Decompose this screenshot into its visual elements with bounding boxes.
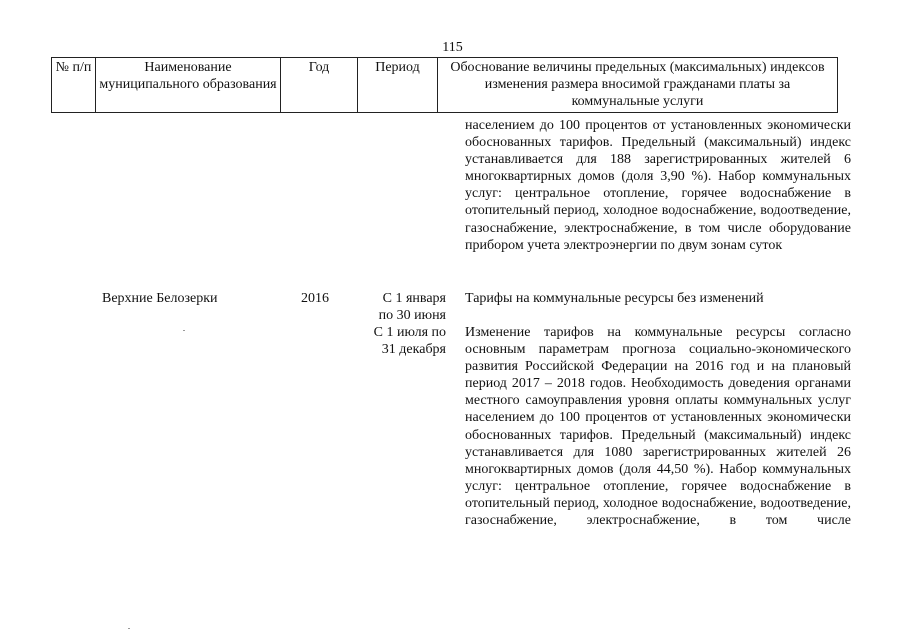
header-year: Год [281,58,358,113]
period-second-half-line1: С 1 июля по [373,325,446,340]
header-period: Период [358,58,438,113]
justification-second-half: Изменение тарифов на коммунальные ресурсы согласно основным параметрам прогноза социально-экономического развития Российской Федерации на 2016 год и на плановый период 2017 – 2018 годов. Необходимость доведения органами местного самоуправления уровня оплаты коммунальных услуг населением до 100 процентов от установленных экономически обоснованных тарифов. Предельный (максимальный) индекс устанавливается для 1080 зарегистрированных жителей 26 многоквартирных домов (доля 44,50 %). Набор коммунальных услуг: центральное отопление, горячее водоснабжение в отопительный период, холодное водоснабжение, водоотведение, газоснабжение, электроснабжение, в том числе [465,325,851,529]
period-first-half-line2: по 30 июня [378,308,446,323]
municipality-name: Верхние Белозерки [102,291,218,306]
justification-continuation: населением до 100 процентов от установленных экономически обоснованных тарифов. Предельный (максимальный) индекс устанавливается для 188 зарегистрированных жителей 6 многоквартирных домов (доля 3,90 %). Набор коммунальных услуг: центральное отопление, горячее водоснабжение в отопительный период, холодное водоснабжение, водоотведение, газоснабжение, электроснабжение, в том числе оборудование прибором учета электроэнергии по двум зонам суток [465,118,851,253]
page-number: 115 [442,40,463,55]
header-justification: Обоснование величины предельных (максимальных) индексов изменения размера вносимой гражданами платы за коммунальные услуги [438,58,838,113]
header-row [52,58,838,113]
period-second-half-line2: 31 декабря [381,342,446,357]
scan-speck [128,628,130,629]
period-first-half [360,290,446,324]
header-number: № п/п [52,58,96,113]
tariff-table-header [51,57,838,113]
header-municipality-name: Наименование муниципального образования [96,58,281,113]
scan-speck [183,330,185,331]
period-first-half-line1: С 1 января [382,291,446,306]
period-second-half [360,324,446,358]
year-cell: 2016 [301,291,329,306]
justification-first-half: Тарифы на коммунальные ресурсы без изменений [465,291,764,306]
